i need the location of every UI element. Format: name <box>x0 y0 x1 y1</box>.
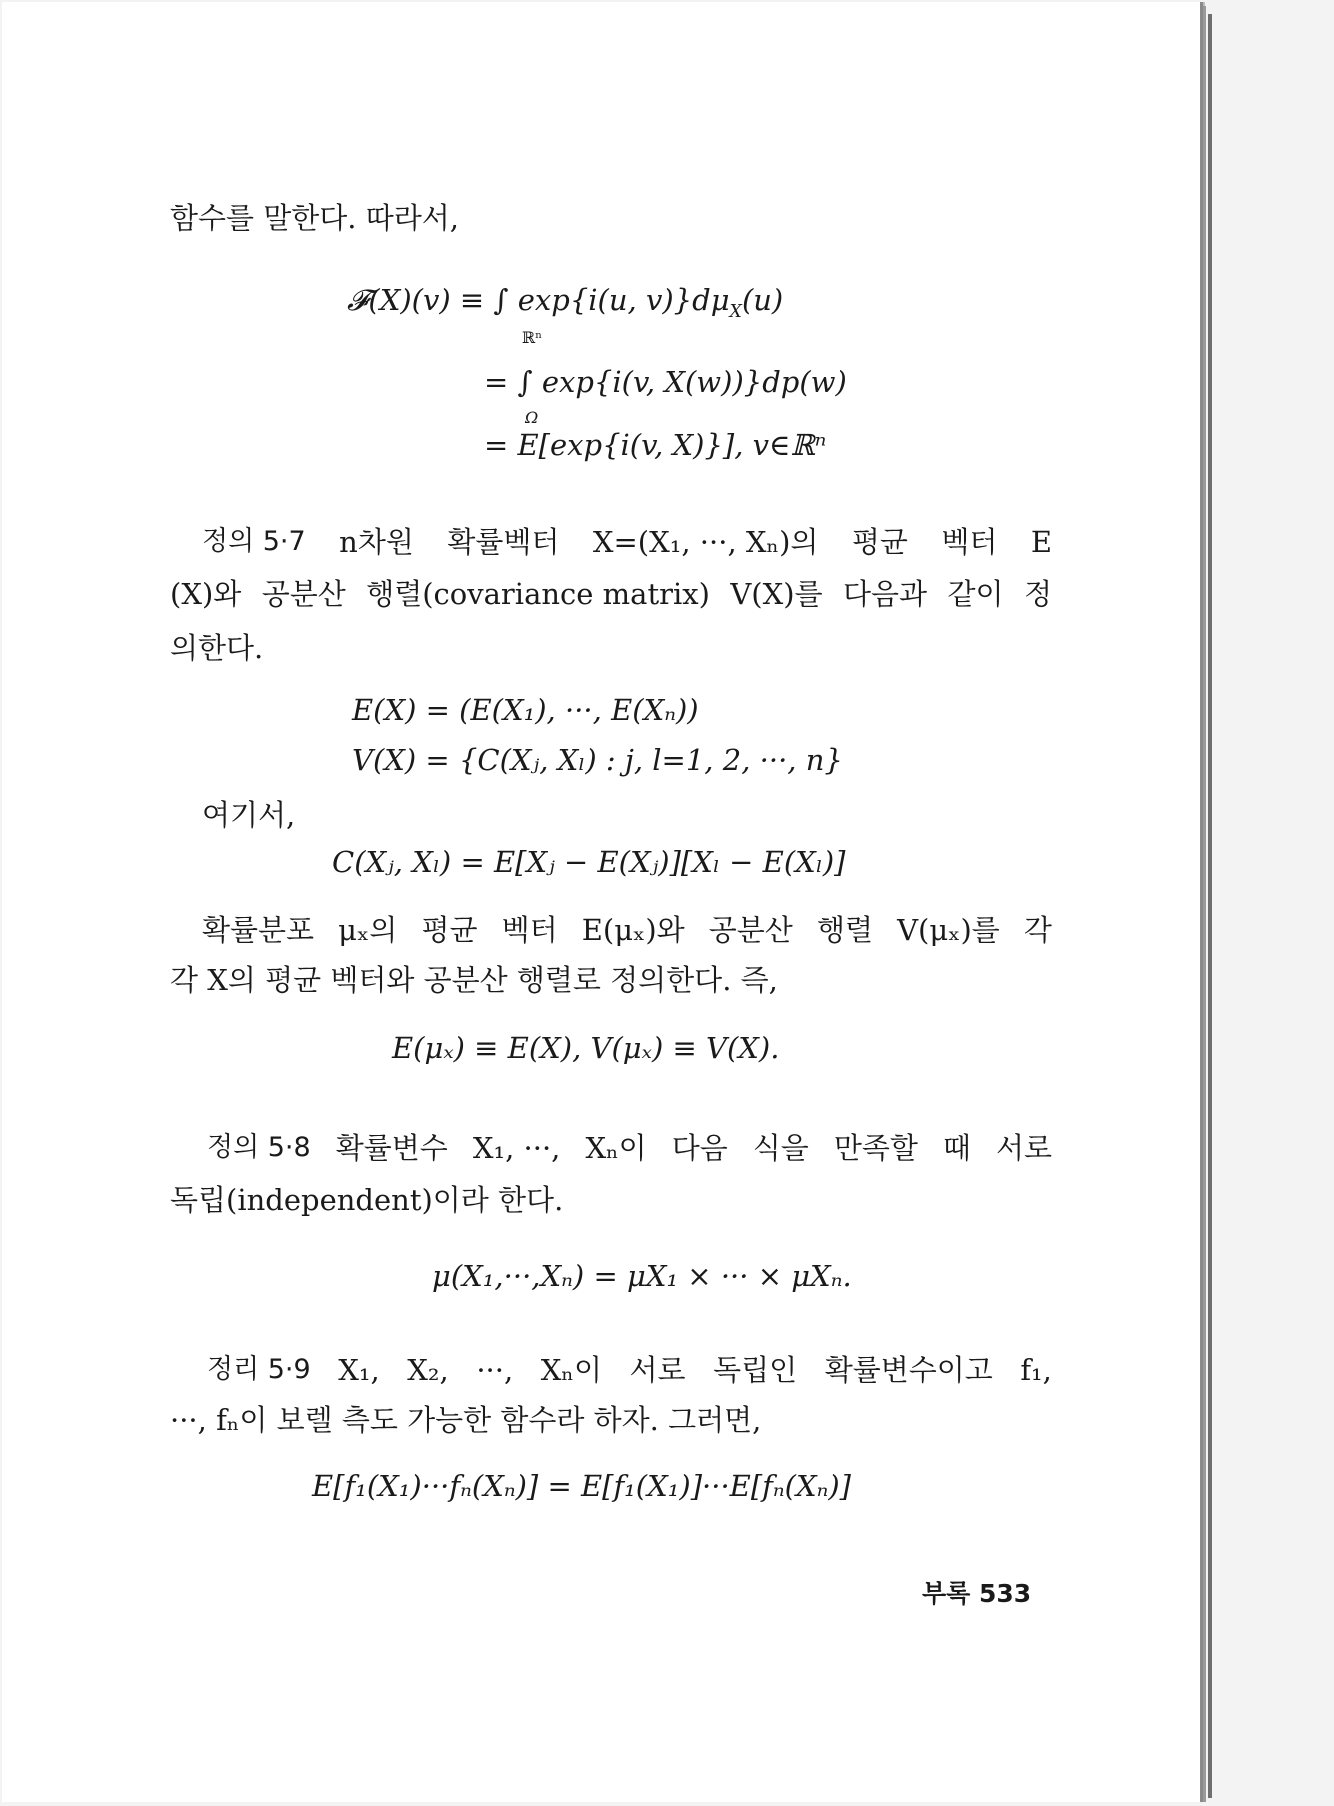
word: μₓ의 <box>338 913 398 947</box>
word: 벡터 <box>501 913 558 947</box>
word: 평균 <box>421 913 478 947</box>
where-label: 여기서, <box>202 798 296 832</box>
word: E <box>1030 525 1052 559</box>
word: 확률변수이고 <box>824 1353 993 1387</box>
word: 독립인 <box>713 1353 798 1387</box>
page-edge <box>1208 14 1212 1798</box>
def58-line1 <box>207 1130 1052 1166</box>
word: 때 <box>942 1131 971 1165</box>
word: 공분산 <box>261 577 346 611</box>
dist-para-line2: 각 X의 평균 벡터와 공분산 행렬로 정의한다. 즉, <box>170 963 778 997</box>
word: X=(X₁, ···, Xₙ)의 <box>592 525 819 559</box>
def57-label: 정의 5·7 <box>202 526 306 557</box>
intro-line: 함수를 말한다. 따라서, <box>170 201 459 235</box>
word: 각 <box>1023 913 1052 947</box>
word: V(μₓ)를 <box>897 913 1000 947</box>
thm59-line2: ···, fₙ이 보렐 측도 가능한 함수라 하자. 그러면, <box>170 1403 762 1437</box>
word: (X)와 <box>170 577 242 611</box>
word: 확률벡터 <box>447 525 560 559</box>
word: ···, <box>476 1353 514 1387</box>
word: 확률변수 <box>335 1131 448 1165</box>
word: f₁, <box>1020 1353 1052 1387</box>
word: 서로 <box>995 1131 1052 1165</box>
word: Xₙ이 <box>540 1353 602 1387</box>
eq-sub: X <box>729 301 742 322</box>
independence-eq: μ(X₁,···,Xₙ) = μX₁ × ··· × μXₙ. <box>432 1259 852 1293</box>
char-function-eq-line3: = E[exp{i(v, X)}], v∈ℝⁿ <box>484 428 827 462</box>
thm59-label: 정리 5·9 <box>207 1354 311 1385</box>
word: 행렬 <box>816 913 873 947</box>
page-edge <box>1203 6 1206 1802</box>
word: X₂, <box>407 1353 449 1387</box>
mean-vector-eq: E(X) = (E(X₁), ···, E(Xₙ)) <box>352 693 699 727</box>
covariance-matrix-eq: V(X) = {C(Xⱼ, Xₗ) : j, l=1, 2, ···, n} <box>352 743 843 777</box>
word: V(X)를 <box>730 577 823 611</box>
dist-moments-eq: E(μₓ) ≡ E(X), V(μₓ) ≡ V(X). <box>392 1031 780 1065</box>
word: 행렬(covariance matrix) <box>366 577 710 611</box>
word: 정 <box>1023 577 1052 611</box>
word: 평균 <box>851 525 908 559</box>
integral-domain-rn: ℝⁿ <box>522 328 543 347</box>
word: X₁, <box>338 1353 380 1387</box>
def57-line3: 의한다. <box>170 631 264 665</box>
word: 같이 <box>947 577 1004 611</box>
word: 서로 <box>629 1353 686 1387</box>
book-page <box>2 2 1203 1802</box>
eq-text: 𝓕(X)(v) ≡ ∫ exp{i(u, v)}dμ <box>347 283 730 317</box>
word: X₁, ···, <box>472 1131 561 1165</box>
def58-line2: 독립(independent)이라 한다. <box>170 1183 564 1217</box>
def58-label: 정의 5·8 <box>207 1132 311 1163</box>
word: 확률분포 <box>202 913 315 947</box>
word: 다음과 <box>843 577 928 611</box>
word: E(μₓ)와 <box>581 913 685 947</box>
covariance-def-eq: C(Xⱼ, Xₗ) = E[Xⱼ − E(Xⱼ)][Xₗ − E(Xₗ)] <box>332 845 846 879</box>
word: 다음 <box>671 1131 728 1165</box>
word: 공분산 <box>708 913 793 947</box>
integral-domain-omega: Ω <box>525 408 539 427</box>
word: 만족할 <box>833 1131 918 1165</box>
def57-line1 <box>202 524 1052 560</box>
char-function-eq-line2: = ∫ exp{i(v, X(w))}dp(w) <box>484 365 847 399</box>
dist-para-line1 <box>202 912 1052 948</box>
eq-text: (u) <box>741 283 784 317</box>
def57-line2 <box>170 576 1052 612</box>
char-function-eq-line1 <box>347 282 784 322</box>
page-number: 부록 533 <box>922 1579 1032 1608</box>
thm59-line1 <box>207 1352 1052 1388</box>
word: n차원 <box>339 525 414 559</box>
word: 벡터 <box>941 525 998 559</box>
expectation-product-eq: E[f₁(X₁)···fₙ(Xₙ)] = E[f₁(X₁)]···E[fₙ(Xₙ)] <box>312 1469 851 1503</box>
word: 식을 <box>752 1131 809 1165</box>
word: Xₙ이 <box>585 1131 647 1165</box>
